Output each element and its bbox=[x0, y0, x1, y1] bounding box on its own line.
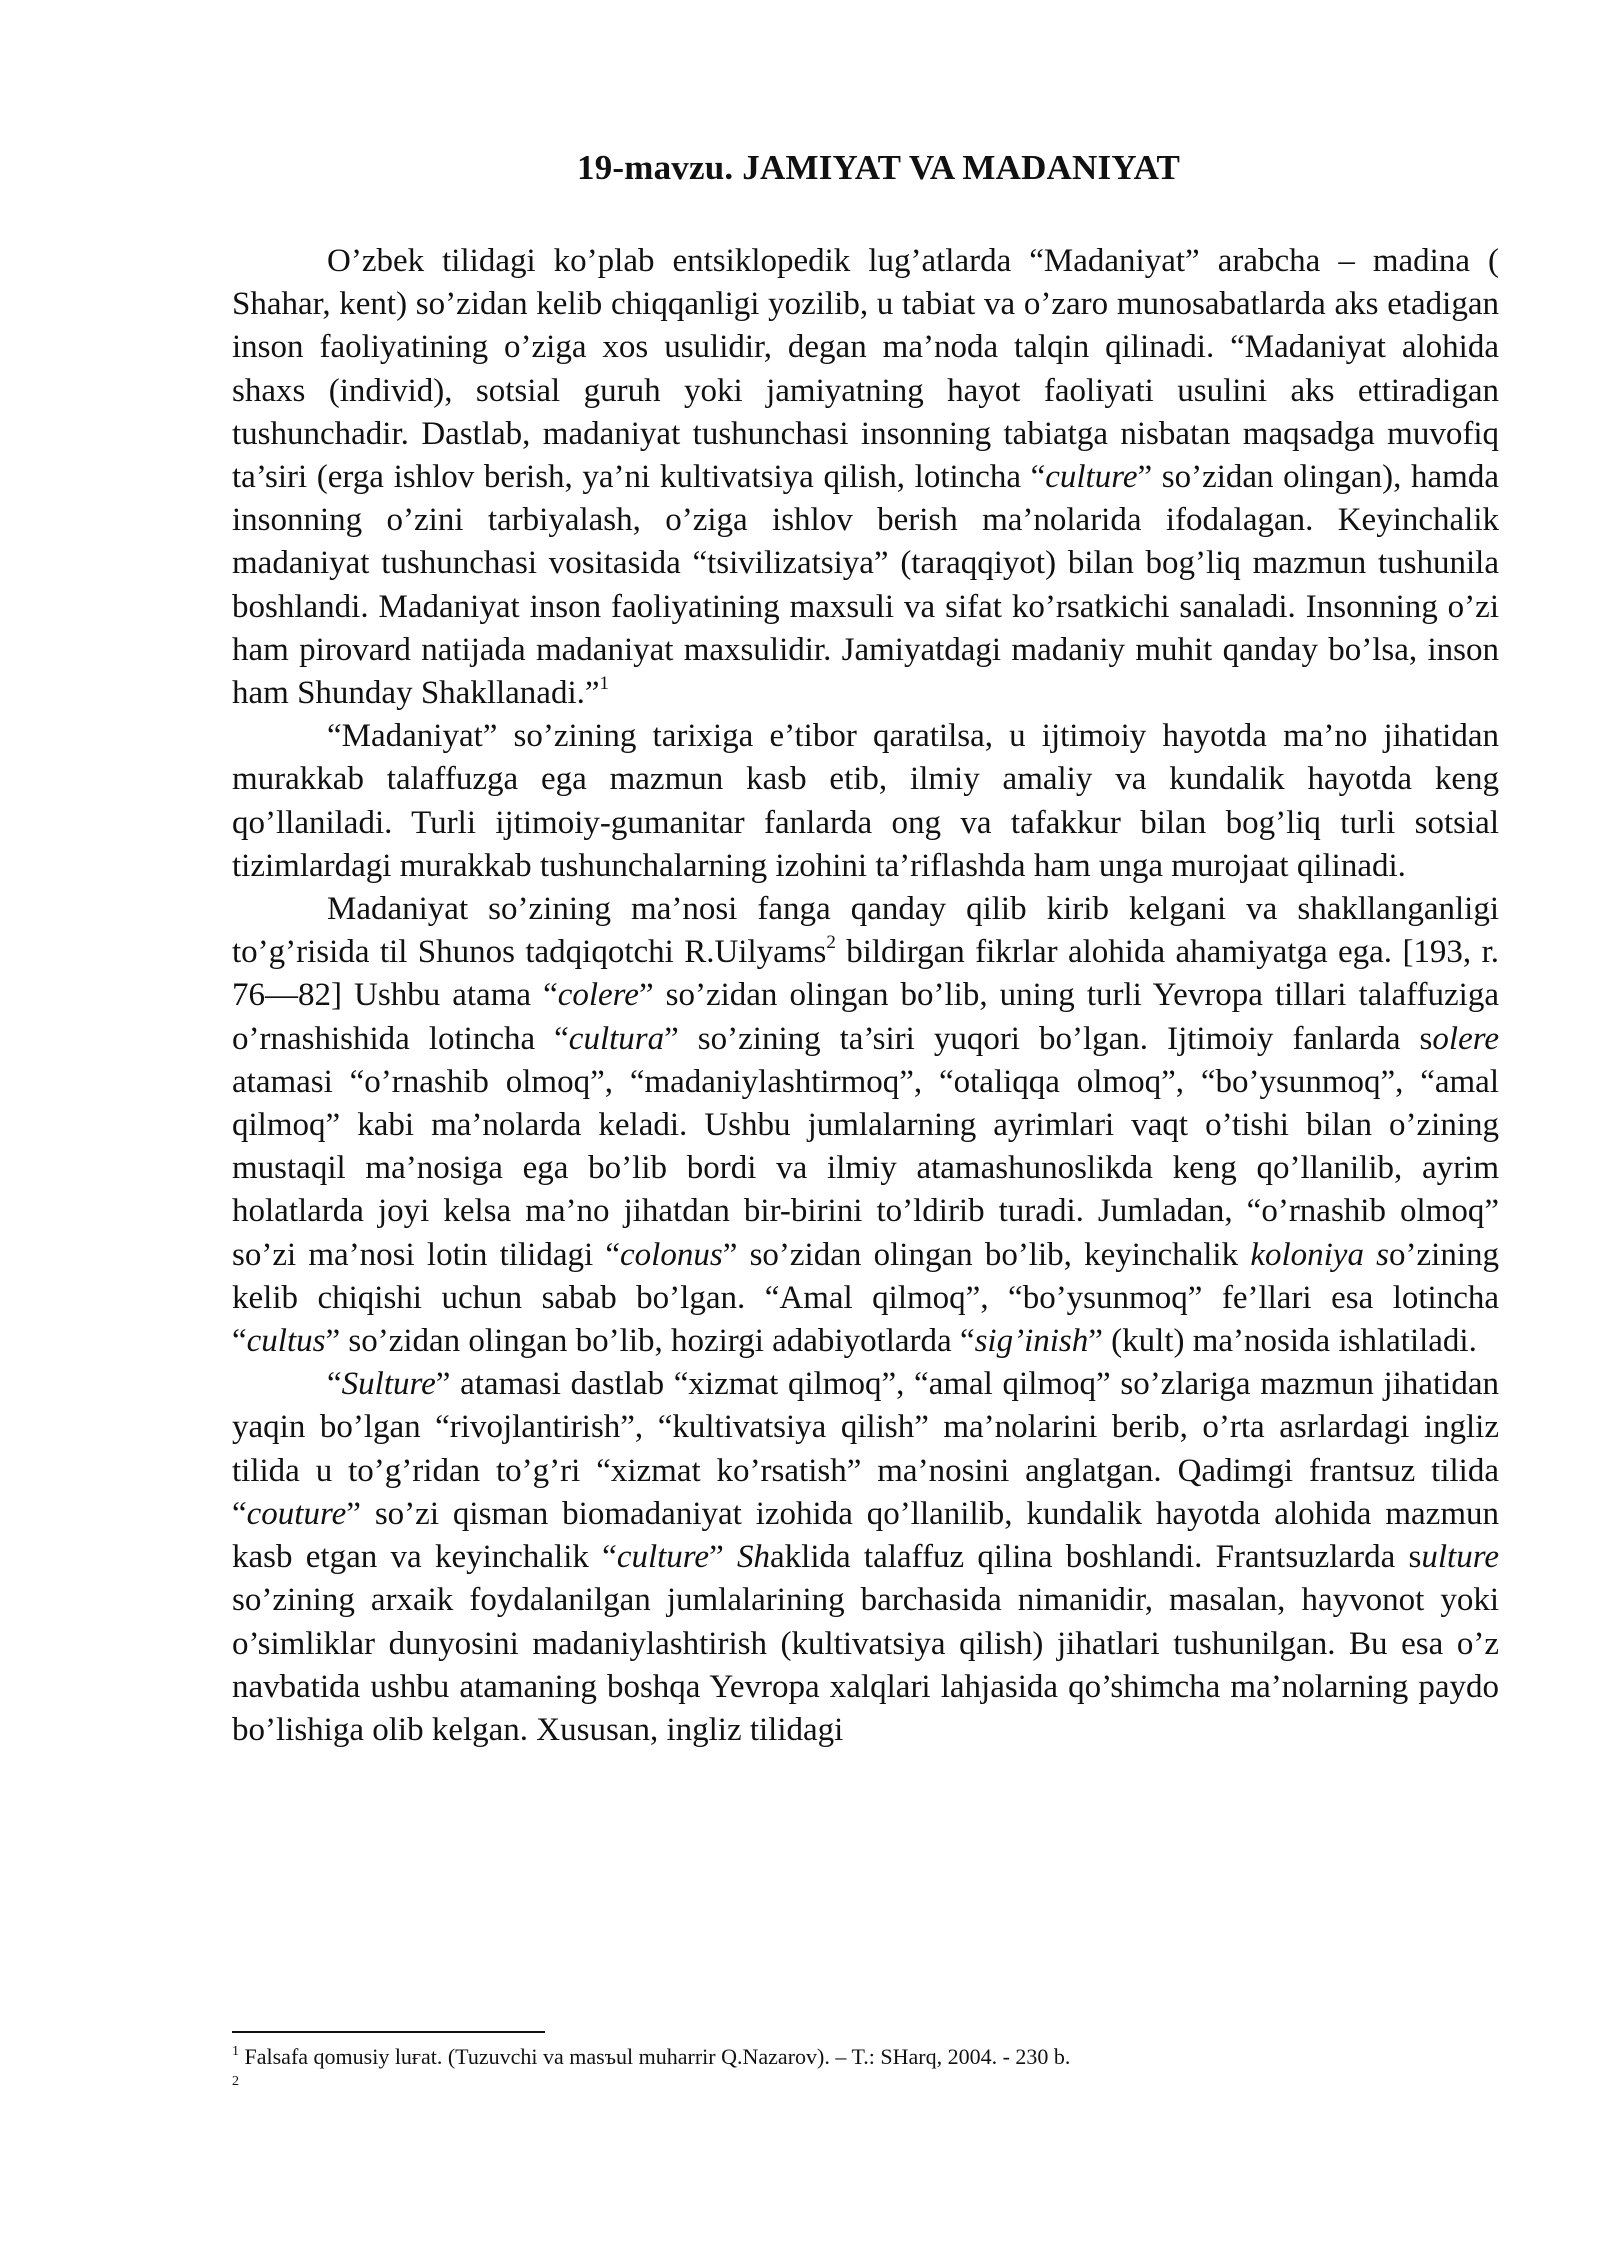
paragraph-1 bbox=[232, 240, 1499, 715]
footnote-2-number: 2 bbox=[232, 2074, 239, 2089]
paragraph-1-text-cont: ” so’zidan olingan), hamda insonning o’zini tarbiyalash, o’ziga ishlov berish ma’nolarida ifodalagan. Keyinchalik madaniyat tushunchasi vositasida “tsivilizatsiya” (taraqqiyot) bilan bog’liq mazmun tushunila boshlandi. Madaniyat inson faoliyatining maxsuli va sifat ko’rsatkichi sanaladi. Insonning o’zi ham pirovard natijada madaniyat maxsulidir. Jamiyatdagi madaniy muhit qanday bo’lsa, inson ham Shunday Shakllanadi.” bbox=[232, 459, 1499, 712]
term-siginish: sig’inish bbox=[974, 1323, 1089, 1360]
term-ulture: ulture bbox=[1421, 1539, 1499, 1576]
paragraph-1-text: O’zbek tilidagi ko’plab entsiklopedik lug’atlarda “Madaniyat” arabcha – madina ( Shahar, kent) so’zidan kelib chiqqanligi yozilib, u tabiat va o’zaro munosabatlarda aks etadigan inson faoliyatining o’ziga xos usulidir, degan ma’noda talqin qilinadi. “Madaniyat alohida shaxs (individ), sotsial guruh yoki jamiyatning hayot faoliyati usulini aks ettiradigan tushunchadir. Dastlab, madaniyat tushunchasi insonning tabiatga nisbatan maqsadga muvofiq ta’siri (erga ishlov berish, ya’ni kultivatsiya qilish, lotincha “ bbox=[232, 243, 1499, 496]
term-cultus: cultus bbox=[246, 1323, 326, 1360]
footnote-1-number: 1 bbox=[232, 2044, 239, 2059]
term-culture: culture bbox=[1045, 459, 1138, 496]
paragraph-4 bbox=[232, 1363, 1499, 1752]
document-body bbox=[232, 240, 1499, 1752]
footnote-1 bbox=[232, 2042, 1499, 2072]
footnote-separator bbox=[232, 2031, 545, 2033]
term-colere: colere bbox=[557, 977, 639, 1014]
footnote-1-text: Falsafa qomusiy luғat. (Tuzuvchi va masъul muharrir Q.Nazarov). – T.: SHarq, 2004. - 230 b. bbox=[239, 2044, 1071, 2069]
paragraph-3-text-g: o’zining kelib chiqishi uchun sabab bo’lgan. “Amal qilmoq”, “bo’ysunmoq” fe’llari esa lotincha “ bbox=[232, 1236, 1499, 1360]
paragraph-4-text-e: aklida talaffuz qilina boshlandi. Frantsuzlarda s bbox=[770, 1539, 1422, 1576]
paragraph-3-text-j: ” (kult) ma’nosida ishlatiladi. bbox=[1088, 1323, 1477, 1360]
paragraph-4-text: “ bbox=[327, 1366, 342, 1403]
term-koloniya: koloniya s bbox=[1250, 1236, 1390, 1273]
paragraph-2: “Madaniyat” so’zining tarixiga e’tibor qaratilsa, u ijtimoiy hayotda ma’no jihatidan murakkab talaffuzga ega mazmun kasb etib, ilmiy amaliy va kundalik hayotda keng qo’llaniladi. Turli ijtimoiy-gumanitar fanlarda ong va tafakkur bilan bog’liq turli sotsial tizimlardagi murakkab tushunchalarning izohini ta’riflashda ham unga murojaat qilinadi. bbox=[232, 718, 1499, 884]
paragraph-3-text: Madaniyat so’zining ma’nosi fanga qanday qilib kirib kelgani va shakllanganligi to’g’risida til Shunos tadqiqotchi R.Uilyams bbox=[232, 891, 1499, 971]
paragraph-4-text-c: ” so’zi qisman biomadaniyat izohida qo’llanilib, kundalik hayotda alohida mazmun kasb etgan va keyinchalik “ bbox=[232, 1495, 1499, 1576]
footnote-ref-1[interactable]: 1 bbox=[599, 673, 610, 695]
paragraph-3-text-f: ” so’zidan olingan bo’lib, keyinchalik bbox=[722, 1236, 1251, 1273]
term-culture-2: culture bbox=[616, 1539, 710, 1576]
paragraph-4-text-f: so’zining arxaik foydalanilgan jumlalarining barchasida nimanidir, masalan, hayvonot yoki o’simliklar dunyosini madaniylashtirish (kultivatsiya qilish) jihatlari tushunilgan. Bu esa o’z navbatida ushbu atamaning boshqa Yevropa xalqlari lahjasida qo’shimcha ma’nolarning paydo bo’lishiga olib kelgan. Xususan, ingliz tilidagi bbox=[232, 1582, 1499, 1748]
paragraph-3-text-e: atamasi “o’rnashib olmoq”, “madaniylashtirmoq”, “otaliqqa olmoq”, “bo’ysunmoq”, “amal qilmoq” kabi ma’nolarda keladi. Ushbu jumlalarning ayrimlari vaqt o’tishi bilan o’zining mustaqil ma’nosiga ega bo’lib bordi va ilmiy atamashunoslikda keng qo’llanilib, ayrim holatlarda joyi kelsa ma’no jihatdan bir-birini to’ldirib turadi. Jumladan, “o’rnashib olmoq” so’zi ma’nosi lotin tilidagi “ bbox=[232, 1063, 1499, 1273]
term-solere: olere bbox=[1432, 1020, 1499, 1057]
paragraph-4-text-b: ” atamasi dastlab “xizmat qilmoq”, “amal qilmoq” so’zlariga mazmun jihatidan yaqin bo’lgan “rivojlantirish”, “kultivatsiya qilish” ma’nolarini berib, o’rta asrlardagi ingliz tilida u to’g’ridan to’g’ri “xizmat ko’rsatish” ma’nosini anglatgan. Qadimgi frantsuz tilida “ bbox=[232, 1366, 1499, 1532]
paragraph-3-text-d: ” so’zining ta’siri yuqori bo’lgan. Ijtimoiy fanlarda s bbox=[664, 1020, 1433, 1057]
term-colonus: colonus bbox=[620, 1236, 723, 1273]
paragraph-3-text-h: ” so’zidan olingan bo’lib, hozirgi adabiyotlarda “ bbox=[325, 1323, 975, 1360]
term-couture: couture bbox=[246, 1495, 347, 1532]
footnote-2 bbox=[232, 2072, 1499, 2102]
paragraph-3 bbox=[232, 888, 1499, 1363]
footnotes bbox=[232, 2042, 1499, 2102]
term-cultura: cultura bbox=[568, 1020, 665, 1057]
footnote-ref-2[interactable]: 2 bbox=[826, 932, 836, 954]
document-title: 19-mavzu. JAMIYAT VA MADANIYAT bbox=[577, 148, 1181, 187]
term-sulture: Sulture bbox=[341, 1366, 436, 1403]
paragraph-3-text-b: bildirgan fikrlar alohida ahamiyatga ega. [193, r. 76—82] Ushbu atama “ bbox=[232, 934, 1499, 1014]
term-sh: Sh bbox=[737, 1539, 771, 1576]
paragraph-4-text-d: ” bbox=[709, 1539, 738, 1576]
paragraph-3-text-c: ” so’zidan olingan bo’lib, uning turli Yevropa tillari talaffuziga o’rnashishida lotincha “ bbox=[232, 977, 1499, 1057]
